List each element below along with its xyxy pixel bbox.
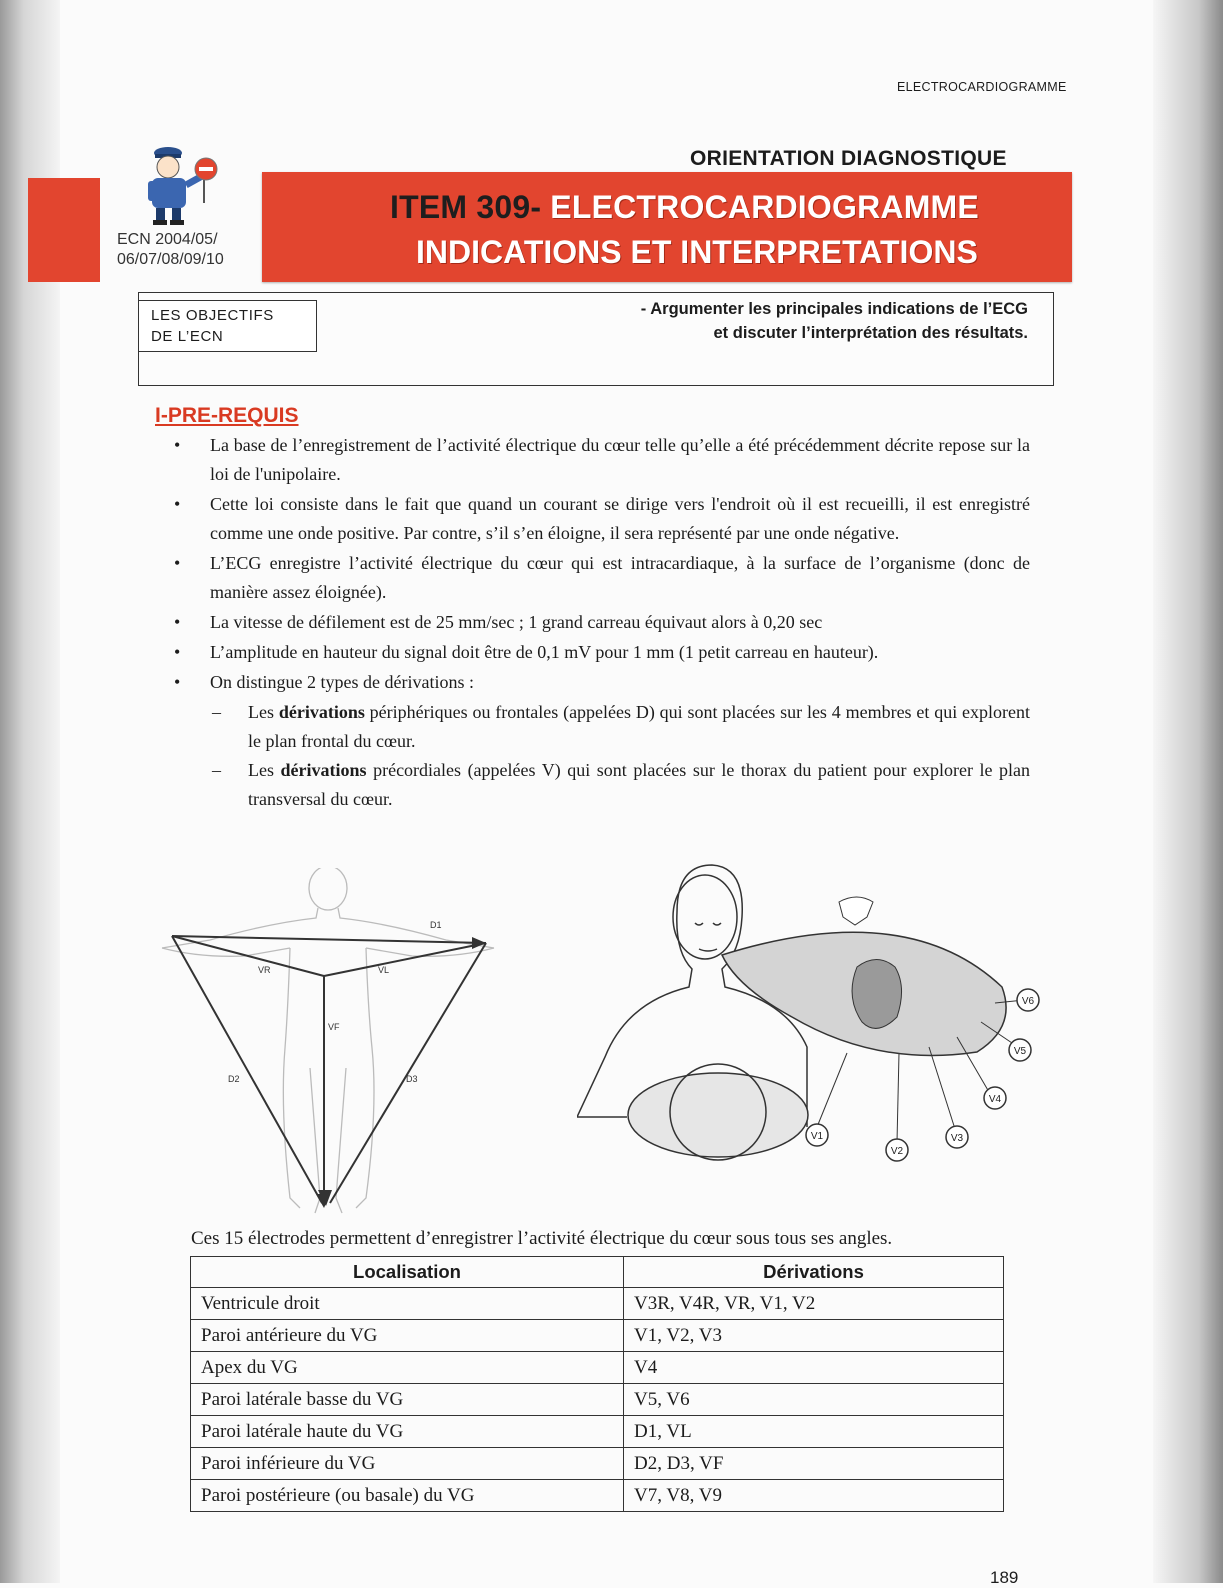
objectives-text-line2: et discuter l’interprétation des résultats. xyxy=(713,324,1028,342)
list-item-text: Cette loi consiste dans le fait que quand un courant se dirige vers l'endroit où il est recueilli, il est enregistré comme une onde positive. Par contre, s’il s’en éloigne, il sera représenté par une onde négative. xyxy=(210,494,1030,543)
cell-localisation: Ventricule droit xyxy=(191,1288,624,1320)
prerequis-list xyxy=(168,431,1030,814)
cell-derivations: V1, V2, V3 xyxy=(624,1320,1004,1352)
objectives-label-line1: LES OBJECTIFS xyxy=(151,307,274,324)
chapter-tab xyxy=(28,178,100,282)
spine-icon xyxy=(839,897,873,925)
list-item: • Cette loi consiste dans le fait que quand un courant se dirige vers l'endroit où il est recueilli, il est enregistré comme une onde positive. Par contre, s’il s’en éloigne, il sera représenté par une onde négative. xyxy=(174,494,1030,543)
page-number: 189 xyxy=(990,1568,1019,1587)
list-item: • L’ECG enregistre l’activité électrique du cœur qui est intracardiaque, à la surface de l’organisme (donc de manière assez éloignée). xyxy=(174,553,1030,602)
running-header: ELECTROCARDIOGRAMME xyxy=(897,80,1067,94)
table-row xyxy=(191,1288,1004,1320)
cell-localisation: Paroi latérale haute du VG xyxy=(191,1416,624,1448)
label-d1: D1 xyxy=(430,920,442,930)
column-header-derivations: Dérivations xyxy=(624,1257,1004,1288)
einthoven-triangle-figure xyxy=(150,868,510,1223)
page-title-line1 xyxy=(390,189,979,226)
ecn-years xyxy=(117,230,224,270)
label-v4: V4 xyxy=(988,1094,1002,1105)
objectives-label-line2: DE L’ECN xyxy=(151,328,224,345)
cell-localisation: Paroi latérale basse du VG xyxy=(191,1384,624,1416)
label-v2: V2 xyxy=(890,1146,904,1157)
body-silhouette xyxy=(162,868,494,1213)
cell-localisation: Apex du VG xyxy=(191,1352,624,1384)
label-v5: V5 xyxy=(1013,1046,1027,1057)
label-vr: VR xyxy=(258,965,271,975)
label-v1: V1 xyxy=(810,1131,824,1142)
heart-cross-section-loupe xyxy=(628,1073,808,1157)
objectives-text-line1: - Argumenter les principales indications de l’ECG xyxy=(640,300,1028,318)
table-row xyxy=(191,1448,1004,1480)
cell-derivations: D1, VL xyxy=(624,1416,1004,1448)
section-label: ORIENTATION DIAGNOSTIQUE xyxy=(690,147,1007,170)
label-d2: D2 xyxy=(228,1074,240,1084)
figure-caption: Ces 15 électrodes permettent d’enregistrer l’activité électrique du cœur sous tous ses angles. xyxy=(191,1228,893,1249)
list-item: • La base de l’enregistrement de l’activité électrique du cœur telle qu’elle a été précédemment décrite repose sur la loi de l'unipolaire. xyxy=(174,435,1030,484)
cell-derivations: V7, V8, V9 xyxy=(624,1480,1004,1512)
table-header-row xyxy=(191,1257,1004,1288)
cell-derivations: V5, V6 xyxy=(624,1384,1004,1416)
list-item: • On distingue 2 types de dérivations : xyxy=(174,672,474,692)
table-row xyxy=(191,1320,1004,1352)
label-d3: D3 xyxy=(406,1074,418,1084)
cell-derivations: D2, D3, VF xyxy=(624,1448,1004,1480)
column-header-localisation: Localisation xyxy=(191,1257,624,1288)
heart-icon xyxy=(852,960,902,1029)
list-item-text: On distingue 2 types de dérivations : xyxy=(210,672,474,692)
ecn-years-line1: ECN 2004/05/ xyxy=(117,231,218,248)
sub-item-post: précordiales (appelées V) qui sont placées sur le thorax du patient pour explorer le plan transversal du cœur. xyxy=(248,760,1030,809)
table-row xyxy=(191,1480,1004,1512)
policeman-mascot-icon xyxy=(138,145,224,227)
triangle-lines xyxy=(172,936,486,1203)
cell-derivations: V4 xyxy=(624,1352,1004,1384)
table-row xyxy=(191,1384,1004,1416)
item-title: ELECTROCARDIOGRAMME xyxy=(550,189,979,225)
list-item-text: La vitesse de défilement est de 25 mm/sec ; 1 grand carreau équivaut alors à 0,20 sec xyxy=(210,612,823,632)
label-v3: V3 xyxy=(950,1133,964,1144)
sub-item-bold: dérivations xyxy=(280,760,367,780)
list-item: • La vitesse de défilement est de 25 mm/sec ; 1 grand carreau équivaut alors à 0,20 sec xyxy=(174,612,823,632)
sub-item-pre: Les xyxy=(248,702,279,722)
list-item-text: L’amplitude en hauteur du signal doit être de 0,1 mV pour 1 mm (1 petit carreau en hauteur). xyxy=(210,642,879,662)
sub-item-bold: dérivations xyxy=(278,702,365,722)
precordial-leads-figure xyxy=(577,857,1050,1187)
sub-list-item: – Les dérivations périphériques ou frontales (appelées D) qui sont placées sur les 4 membres et qui explorent le plan frontal du cœur. xyxy=(212,702,1031,751)
item-number: ITEM 309- xyxy=(390,189,542,225)
list-item-text: L’ECG enregistre l’activité électrique du cœur qui est intracardiaque, à la surface de l’organisme (donc de manière assez éloignée). xyxy=(210,553,1030,602)
cell-derivations: V3R, V4R, VR, V1, V2 xyxy=(624,1288,1004,1320)
page-title-line2: INDICATIONS ET INTERPRETATIONS xyxy=(416,234,978,270)
list-item-text: La base de l’enregistrement de l’activité électrique du cœur telle qu’elle a été précédemment décrite repose sur la loi de l'unipolaire. xyxy=(210,435,1030,484)
cell-localisation: Paroi inférieure du VG xyxy=(191,1448,624,1480)
derivations-table xyxy=(190,1256,1004,1512)
table-row xyxy=(191,1416,1004,1448)
objectives-text xyxy=(428,297,1028,345)
label-v6: V6 xyxy=(1021,996,1035,1007)
cell-localisation: Paroi antérieure du VG xyxy=(191,1320,624,1352)
label-vf: VF xyxy=(328,1022,340,1032)
list-item: • L’amplitude en hauteur du signal doit être de 0,1 mV pour 1 mm (1 petit carreau en hauteur). xyxy=(174,642,879,662)
sub-item-pre: Les xyxy=(248,760,281,780)
section-title-prerequis: I-PRE-REQUIS xyxy=(155,404,299,427)
label-vl: VL xyxy=(378,965,390,975)
cell-localisation: Paroi postérieure (ou basale) du VG xyxy=(191,1480,624,1512)
arrowheads xyxy=(316,937,486,1208)
page-right-edge xyxy=(1153,0,1223,1583)
ecn-years-line2: 06/07/08/09/10 xyxy=(117,251,224,268)
sub-item-post: périphériques ou frontales (appelées D) qui sont placées sur les 4 membres et qui explorent le plan frontal du cœur. xyxy=(248,702,1031,751)
table-row xyxy=(191,1352,1004,1384)
objectives-label xyxy=(138,300,317,352)
sub-list-item: – Les dérivations précordiales (appelées V) qui sont placées sur le thorax du patient pour explorer le plan transversal du cœur. xyxy=(212,760,1030,809)
